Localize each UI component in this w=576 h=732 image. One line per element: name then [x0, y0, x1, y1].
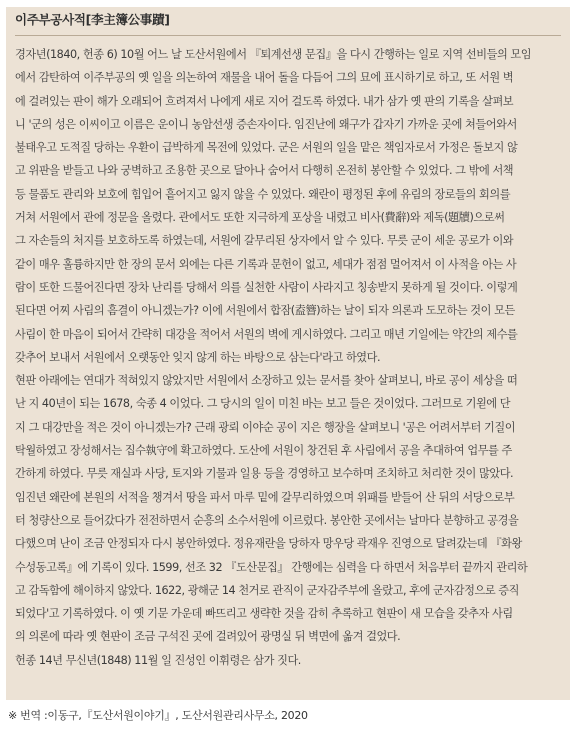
text-line: 난 지 40년이 되는 1678, 숙종 4 이었다. 그 당시의 일이 미친 바는 보고 들은 것이었다. 그러므로 기왿에 단: [15, 397, 511, 411]
text-line: 고 위판을 받들고 나와 궁벽하고 조용한 곳으로 달아나 숨어서 다행히 온전히 봉안할 수 있었다. 그 밖에 서책: [15, 164, 514, 178]
text-line: 거쳐 서원에서 관에 정문을 올렸다. 관에서도 또한 지극하게 포상을 내렸고 비사(費辭)와 제독(題牘)으로써: [15, 211, 505, 225]
text-line: 의 의론에 따라 옛 현판이 조금 구석진 곳에 걸려있어 광명실 뒤 벽면에 옮겨 걸었다.: [15, 630, 401, 644]
text-line: 현판 아래에는 연대가 적혀있지 않았지만 서원에서 소장하고 있는 문서를 찾아 살펴보니, 바로 공이 세상을 떠: [15, 374, 518, 388]
text-line: 그 자손들의 처지를 보호하도록 하였는데, 서원에 갈무리된 상자에서 알 수 있다. 무릇 군이 세운 공로가 이와: [15, 234, 514, 248]
title-divider: [15, 35, 561, 36]
text-line: 탁월하였고 장성해서는 집수執守에 확고하였다. 도산에 서원이 창건된 후 사림에서 공을 추대하여 업무를 주: [15, 444, 512, 458]
text-line: 간하게 하였다. 무릇 재실과 사당, 토지와 기물과 일용 등을 경영하고 보수하며 조치하고 처리한 것이 많았다.: [15, 467, 514, 481]
text-line: 람이 또한 드물어진다면 장차 난리를 당해서 의를 실천한 사람이 사라지고 칭송받지 못하게 될 것이다. 이렇게: [15, 280, 518, 294]
text-line: 된다면 어찌 사림의 흠결이 아니겠는가? 이에 서원에서 합잠(盍簪)하는 날이 되자 의론과 도모하는 것이 모든: [15, 304, 515, 318]
text-line: 에서 감탄하여 이주부공의 옛 일을 의논하여 재물을 내어 돌을 다듬어 그의 묘에 표시하기로 하고, 또 서원 벽: [15, 71, 514, 85]
text-line: 경자년(1840, 헌종 6) 10월 어느 날 도산서원에서 『퇴계선생 문집』을 다시 간행하는 일로 지역 선비들의 모임: [15, 48, 532, 61]
text-line: 수성동고록』에 기록이 있다. 1599, 선조 32 『도산문집』 간행에는 심력을 다 하면서 처음부터 끝까지 관리하: [15, 560, 528, 574]
text-line: 고 감독함에 해이하지 않았다. 1622, 광해군 14 천거로 관직이 군자감주부에 올랐고, 후에 군자감정으로 증직: [15, 583, 519, 597]
text-line: 다했으며 난이 조금 안정되자 다시 봉안하였다. 정유재란을 당하자 망우당 곽재우 진영으로 달려갔는데 『화왕: [15, 537, 522, 551]
translation-footnote: ※ 번역 :이동구,『도산서원이야기』, 도산서원관리사무소, 2020: [8, 709, 308, 722]
text-line: 헌종 14년 무신년(1848) 11월 일 진성인 이휘령은 삼가 짓다.: [15, 653, 301, 667]
text-line: 임진년 왜란에 본원의 서적을 챙겨서 땅을 파서 마루 밑에 갈무리하였으며 위패를 받들어 산 뒤의 서당으로부: [15, 490, 515, 504]
text-line: 에 걸려있는 판이 해가 오래되어 흐려져서 나에게 새로 지어 걸도록 하였다. 내가 삼가 옛 판의 기록을 살펴보: [15, 94, 514, 108]
document-panel: [6, 7, 570, 700]
text-line: 갖추어 보내서 서원에서 오랫동안 잊지 않게 하는 바탕으로 삼는다'라고 하였다.: [15, 350, 381, 364]
text-line: 사림이 한 마음이 되어서 간략히 대강을 적어서 서원의 벽에 게시하였다. 그리고 매년 기일에는 약간의 제수를: [15, 327, 518, 341]
text-line: 니 '군의 성은 이씨이고 이름은 운이니 농암선생 증손자이다. 임진난에 왜구가 갑자기 가까운 곳에 쳐들어와서: [15, 117, 517, 131]
document-body: [15, 43, 561, 672]
text-line: 터 청량산으로 들어갔다가 전전하면서 순흥의 소수서원에 이르렀다. 봉안한 곳에서는 날마다 분향하고 공경을: [15, 513, 519, 527]
text-line: 불태우고 도적질 당하는 우환이 급박하게 목전에 있었다. 군은 서원의 일을 맡은 책임자로서 가정은 돌보지 않: [15, 141, 518, 155]
text-line: 되었다'고 기록하였다. 이 옛 기문 가운데 빠뜨리고 생략한 것을 감히 추록하고 현판이 새 모습을 갖추자 사림: [15, 607, 513, 621]
text-line: 등 물품도 관리와 보호에 힘입어 흩어지고 잃지 않을 수 있었다. 왜란이 평정된 후에 유림의 장로들의 회의를: [15, 187, 511, 201]
document-title: 이주부공사적[李主簿公事蹟]: [15, 12, 170, 27]
text-line: 지 그 대강만을 적은 것이 아니겠는가? 근래 광뢰 이야순 공이 지은 행장을 살펴보니 '공은 어려서부터 기질이: [15, 420, 516, 434]
text-line: 같이 매우 훌륭하지만 한 장의 문서 외에는 다른 기록과 문헌이 없고, 세대가 점점 멀어져서 이 사적을 아는 사: [15, 257, 517, 271]
